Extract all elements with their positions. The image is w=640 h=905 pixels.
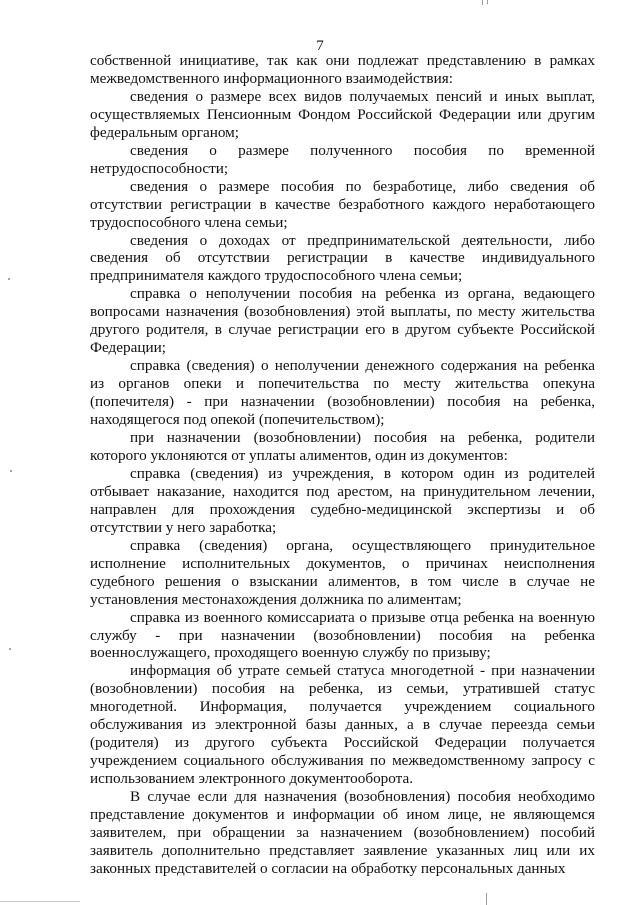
- scan-artifact-top-2: [487, 0, 488, 4]
- body-text: [90, 52, 595, 878]
- paragraph: информация об утрате семьей статуса многодетной - при назначении (возобновлении) пособия на ребенка, из семьи, утратившей статус многодетной. Информация, получается учреждением социального обслуживания из электронной базы данных, а в случае переезда семьи (родителя) из другого субъекта Российской Федерации получается учреждением социального обслуживания по межведомственному запросу с использованием электронного документооборота.: [90, 662, 595, 788]
- scan-artifact-left-1: [8, 278, 10, 280]
- paragraph: справка (сведения) органа, осуществляющего принудительное исполнение исполнительных документов, о причинах неисполнения судебного решения о взыскании алиментов, в том числе в случае не установления местонахождения должника по алиментам;: [90, 536, 595, 608]
- paragraph: собственной инициативе, так как они подлежат представлению в рамках межведомственного информационного взаимодействия:: [90, 52, 595, 87]
- scan-artifact-left-2: [10, 470, 12, 472]
- paragraph: сведения о размере пособия по безработице, либо сведения об отсутствии регистрации в качестве безработного каждого неработающего трудоспособного члена семьи;: [90, 177, 595, 231]
- paragraph: сведения о размере полученного пособия по временной нетрудоспособности;: [90, 141, 595, 177]
- scan-artifact-bottom-edge: [0, 901, 80, 902]
- paragraph: справка (сведения) о неполучении денежного содержания на ребенка из органов опеки и попечительства по месту жительства опекуна (попечителя) - при назначении (возобновлении) пособия на ребенка, находящегося под опекой (попечительством);: [90, 357, 595, 429]
- scan-artifact-bottom: [486, 893, 487, 905]
- paragraph: при назначении (возобновлении) пособия на ребенка, родители которого уклоняются от уплаты алиментов, один из документов:: [90, 429, 595, 464]
- page-number: 7: [316, 38, 324, 54]
- paragraph: справка из военного комиссариата о призыве отца ребенка на военную службу - при назначении (возобновлении) пособия на ребенка военнослужащего, проходящего военную службу по призыву;: [90, 608, 595, 662]
- paragraph: справка (сведения) из учреждения, в котором один из родителей отбывает наказание, находится под арестом, на принудительном лечении, направлен для прохождения судебно-медицинской экспертизы и об отсутствии у него заработка;: [90, 464, 595, 536]
- scan-artifact-top: [482, 0, 483, 5]
- paragraph: В случае если для назначения (возобновления) пособия необходимо представление документов и информации об ином лице, не являющемся заявителем, при обращении за назначением (возобновлением) пособий заявитель дополнительно представляет заявление указанных лиц или их законных представителей о согласии на обработку персональных данных: [90, 788, 595, 877]
- paragraph: сведения о размере всех видов получаемых пенсий и иных выплат, осуществляемых Пенсионным Фондом Российской Федерации или другим федеральным органом;: [90, 87, 595, 141]
- paragraph: справка о неполучении пособия на ребенка из органа, ведающего вопросами назначения (возобновления) этой выплаты, по месту жительства другого родителя, в случае регистрации его в другом субъекте Российской Федерации;: [90, 285, 595, 357]
- paragraph: сведения о доходах от предпринимательской деятельности, либо сведения об отсутствии регистрации в качестве индивидуального предпринимателя каждого трудоспособного члена семьи;: [90, 231, 595, 285]
- scan-artifact-left-3: [9, 648, 11, 650]
